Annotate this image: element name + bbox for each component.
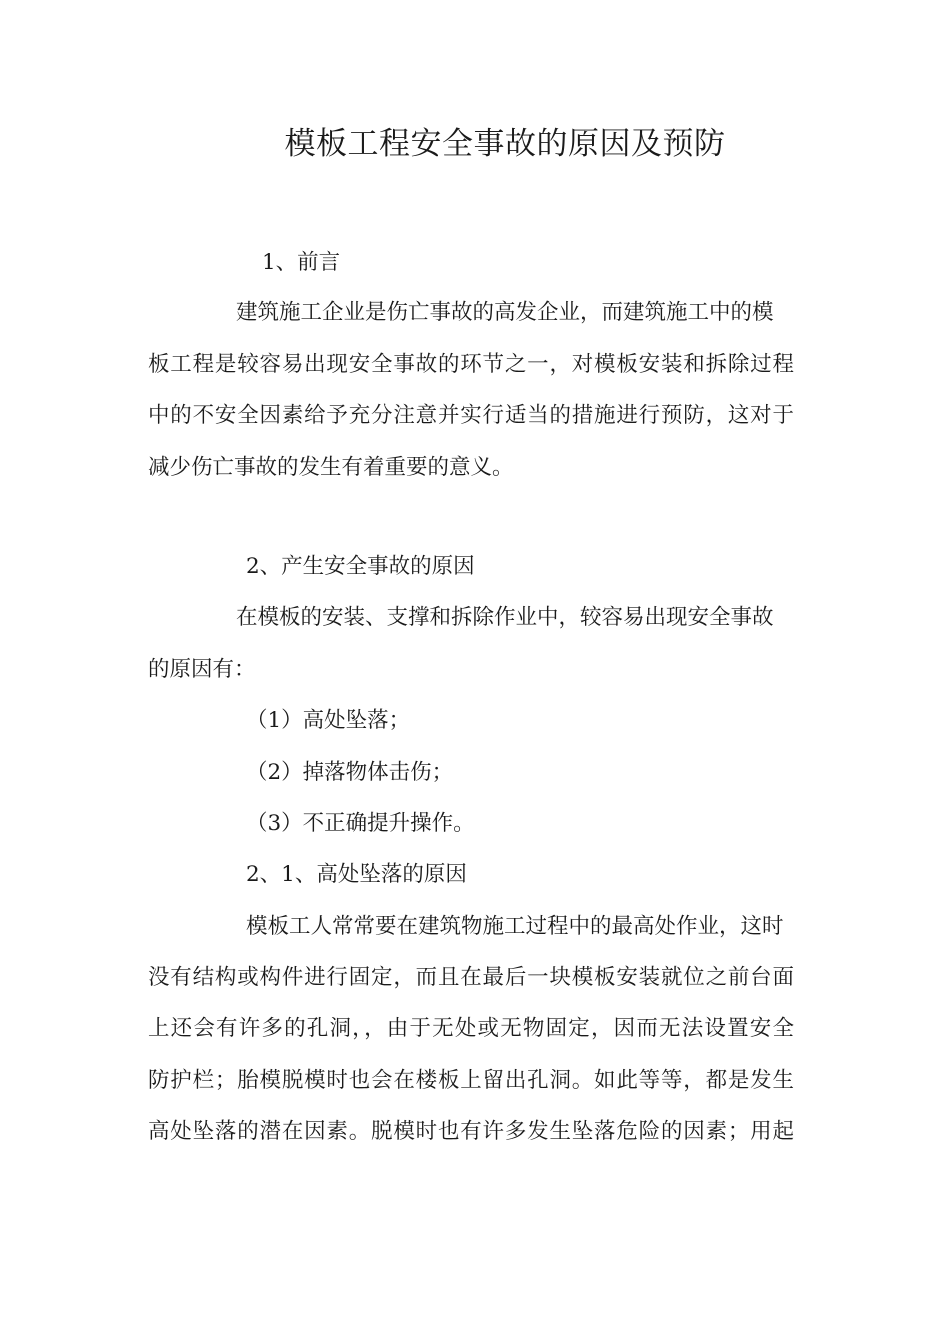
section-heading-fall-causes: 2、1、高处坠落的原因 — [246, 862, 467, 887]
document-title: 模板工程安全事故的原因及预防 — [284, 126, 726, 162]
list-item: （1）高处坠落； — [246, 708, 411, 733]
list-item: （3）不正确提升操作。 — [246, 811, 475, 836]
section-heading-causes: 2、产生安全事故的原因 — [246, 554, 475, 579]
paragraph-line: 模板工人常常要在建筑物施工过程中的最高处作业，这时 — [246, 914, 784, 939]
paragraph-line: 没有结构或构件进行固定，而且在最后一块模板安装就位之前台面 — [148, 965, 794, 990]
paragraph-line: 减少伤亡事故的发生有着重要的意义。 — [148, 455, 514, 480]
paragraph-line: 的原因有： — [148, 657, 256, 682]
paragraph-line: 在模板的安装、支撑和拆除作业中，较容易出现安全事故 — [236, 605, 774, 630]
paragraph-line: 板工程是较容易出现安全事故的环节之一，对模板安装和拆除过程 — [148, 352, 794, 377]
list-item: （2）掉落物体击伤； — [246, 760, 454, 785]
section-heading-preface: 1、前言 — [262, 250, 341, 275]
paragraph-line: 高处坠落的潜在因素。脱模时也有许多发生坠落危险的因素；用起 — [148, 1119, 794, 1144]
paragraph-line: 建筑施工企业是伤亡事故的高发企业，而建筑施工中的模 — [236, 300, 774, 325]
paragraph-line: 中的不安全因素给予充分注意并实行适当的措施进行预防，这对于 — [148, 403, 794, 428]
paragraph-line: 防护栏；胎模脱模时也会在楼板上留出孔洞。如此等等，都是发生 — [148, 1068, 794, 1093]
paragraph-line: 上还会有许多的孔洞，，由于无处或无物固定，因而无法设置安全 — [148, 1016, 794, 1041]
